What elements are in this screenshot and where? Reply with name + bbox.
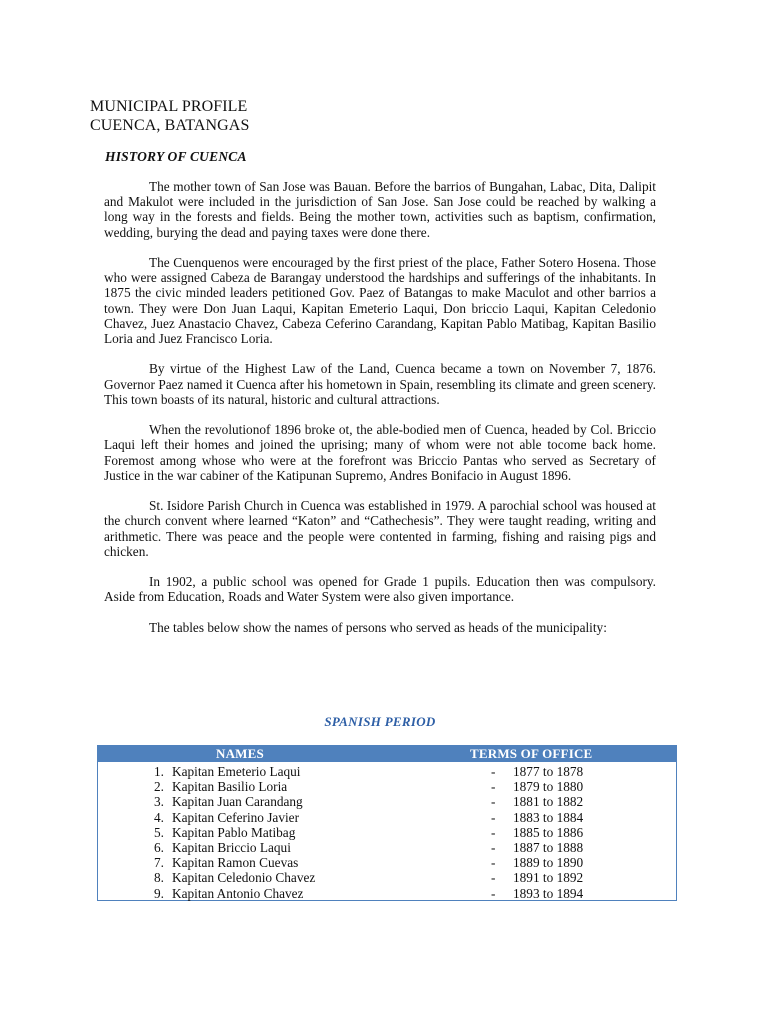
table-row (98, 855, 676, 870)
paragraph: The Cuenquenos were encouraged by the first priest of the place, Father Sotero Hosena. Those who were assigned Cabeza de Barangay understood the hardships and sufferings of the inhabitants. In 1875 the civic minded leaders petitioned Gov. Paez of Batangas to make Maculot and other barrios a town. They were Don Juan Laqui, Kapitan Emeterio Laqui, Don briccio Laqui, Kapitan Celedonio Chavez, Juez Anastacio Chavez, Cabeza Ceferino Carandang, Kapitan Pablo Matibag, Kapitan Basilio Loria and Juez Francisco Loria. (104, 255, 656, 347)
table-row (98, 810, 676, 825)
term-of-office: 1883 to 1884 (513, 809, 584, 825)
person-name: Kapitan Ceferino Javier (172, 809, 300, 825)
paragraph: The mother town of San Jose was Bauan. Before the barrios of Bungahan, Labac, Dita, Dalipit and Makulot were included in the jurisdiction of San Jose. San Jose could be reached by walking a long way in the forests and fields. Being the mother town, activities such as baptism, confirmation, wedding, burying the dead and paying taxes were done there. (104, 179, 656, 240)
table-row (98, 825, 676, 840)
document-title (90, 97, 249, 135)
paragraph: When the revolutionof 1896 broke ot, the able-bodied men of Cuenca, headed by Col. Briccio Laqui left their homes and joined the uprising; many of whom were not able tocome back home. Foremost among whose who were at the forefront was Briccio Pantas who served as Secretary of Justice in the war cabiner of the Katipunan Supremo, Andres Bonifacio in August 1896. (104, 422, 656, 483)
row-number: 8. (154, 870, 164, 886)
table-row (98, 886, 676, 901)
row-number: 3. (154, 794, 164, 810)
row-number: 6. (154, 839, 164, 855)
table-row (98, 794, 676, 809)
table-row (98, 840, 676, 855)
person-name: Kapitan Juan Carandang (172, 794, 303, 810)
history-body (104, 179, 656, 650)
term-of-office: 1893 to 1894 (513, 885, 584, 901)
row-number: 5. (154, 824, 164, 840)
row-number: 4. (154, 809, 164, 825)
term-dash: - (491, 839, 496, 855)
paragraph: St. Isidore Parish Church in Cuenca was established in 1979. A parochial school was housed at the church convent where learned “Katon” and “Cathechesis”. They were taught reading, writing and arithmetic. There was peace and the people were contented in farming, fishing and raising pigs and chicken. (104, 498, 656, 559)
row-number: 2. (154, 779, 164, 795)
paragraph: The tables below show the names of persons who served as heads of the municipality: (149, 619, 607, 635)
term-dash: - (491, 855, 496, 871)
paragraph: In 1902, a public school was opened for Grade 1 pupils. Education then was compulsory. Aside from Education, Roads and Water System were also given importance. (104, 574, 656, 605)
section-heading: HISTORY OF CUENCA (105, 149, 247, 164)
term-of-office: 1887 to 1888 (513, 839, 584, 855)
term-dash: - (491, 779, 496, 795)
term-of-office: 1881 to 1882 (513, 794, 584, 810)
term-dash: - (491, 885, 496, 901)
term-of-office: 1885 to 1886 (513, 824, 584, 840)
person-name: Kapitan Celedonio Chavez (172, 870, 316, 886)
person-name: Kapitan Pablo Matibag (172, 824, 296, 840)
term-dash: - (491, 764, 496, 779)
term-dash: - (491, 870, 496, 886)
title-line-2: CUENCA, BATANGAS (90, 117, 250, 134)
table-row (98, 870, 676, 885)
table-row (98, 779, 676, 794)
term-of-office: 1877 to 1878 (513, 764, 584, 779)
paragraph: By virtue of the Highest Law of the Land, Cuenca became a town on November 7, 1876. Governor Paez named it Cuenca after his hometown in Spain, resembling its climate and green scenery. This town boasts of its natural, historic and cultural attractions. (104, 361, 656, 407)
person-name: Kapitan Emeterio Laqui (172, 764, 301, 779)
person-name: Kapitan Antonio Chavez (172, 885, 304, 901)
term-dash: - (491, 794, 496, 810)
person-name: Kapitan Briccio Laqui (172, 839, 291, 855)
term-dash: - (491, 809, 496, 825)
spanish-period-title: SPANISH PERIOD (324, 714, 436, 729)
term-of-office: 1889 to 1890 (513, 855, 584, 871)
header-names: NAMES (216, 746, 264, 761)
term-of-office: 1891 to 1892 (513, 870, 584, 886)
table-header (98, 746, 676, 762)
row-number: 9. (154, 885, 164, 901)
table-body (98, 764, 676, 901)
term-of-office: 1879 to 1880 (513, 779, 584, 795)
header-terms: TERMS OF OFFICE (470, 746, 593, 761)
title-line-1: MUNICIPAL PROFILE (90, 98, 248, 115)
row-number: 7. (154, 855, 164, 871)
row-number: 1. (154, 764, 164, 779)
person-name: Kapitan Ramon Cuevas (172, 855, 299, 871)
table-row (98, 764, 676, 779)
spanish-period-table (97, 745, 677, 901)
term-dash: - (491, 824, 496, 840)
person-name: Kapitan Basilio Loria (172, 779, 288, 795)
